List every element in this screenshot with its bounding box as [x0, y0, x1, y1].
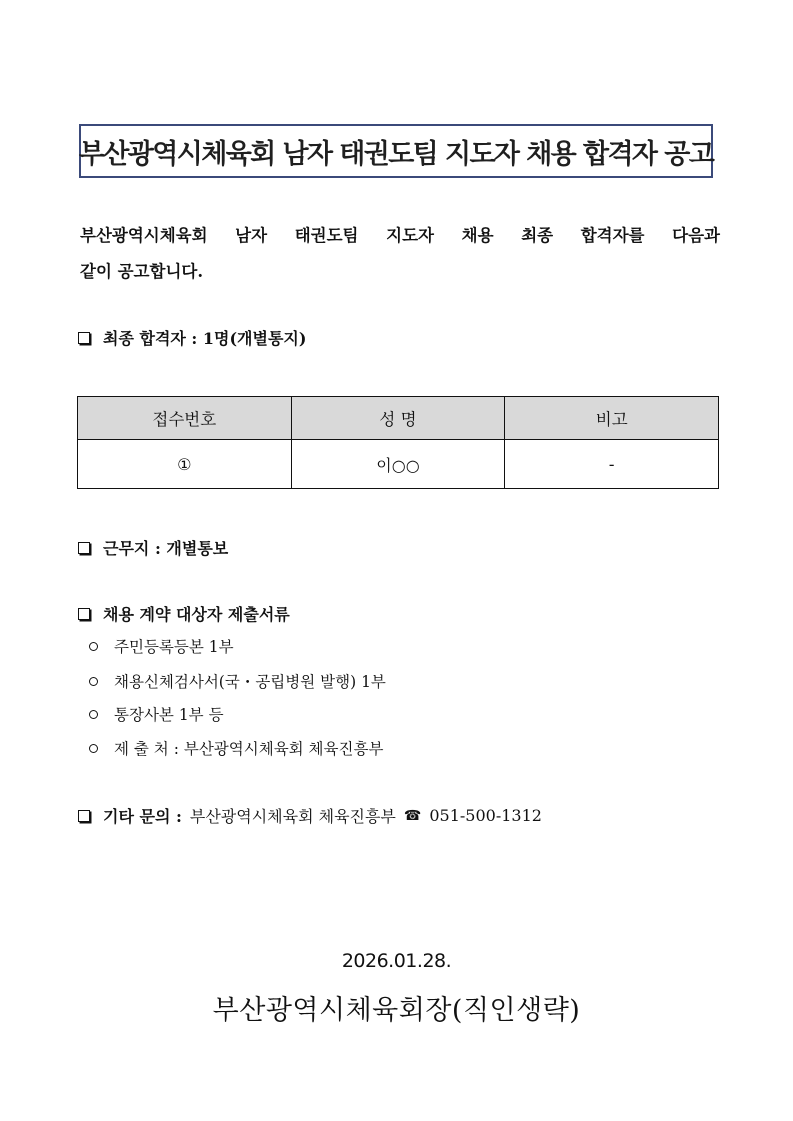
workplace-section: [78, 536, 228, 559]
table-header-note: 비고: [505, 397, 719, 440]
list-item: [89, 670, 386, 692]
workplace-label: 근무지 : 개별통보: [103, 539, 229, 558]
documents-label: 채용 계약 대상자 제출서류: [103, 605, 290, 624]
table-header-name: 성 명: [291, 397, 505, 440]
signer: 부산광역시체육회장(직인생략): [212, 995, 581, 1026]
circle-bullet-icon: [89, 744, 98, 753]
table-cell-note: -: [505, 440, 719, 489]
inquiry-label: 기타 문의 :: [103, 807, 182, 826]
list-item-text: 제 출 처 : 부산광역시체육회 체육진흥부: [114, 740, 384, 758]
documents-section: [78, 602, 290, 625]
table-header-receipt-number: 접수번호: [78, 397, 292, 440]
checkbox-bullet-icon: [78, 332, 90, 344]
intro-line-1: 부산광역시체육회 남자 태권도팀 지도자 채용 최종 합격자를 다음과: [80, 226, 720, 245]
table-header-row: [78, 397, 719, 440]
circle-bullet-icon: [89, 642, 98, 651]
table-cell-receipt-number: ①: [78, 440, 292, 489]
list-item: [89, 737, 383, 759]
list-item: [89, 703, 224, 725]
inquiry-department: 부산광역시체육회 체육진흥부: [189, 807, 396, 826]
table-cell-name: 이○○: [291, 440, 505, 489]
list-item-text: 통장사본 1부 등: [114, 706, 224, 724]
list-item-text: 채용신체검사서(국・공립병원 발행) 1부: [114, 673, 386, 691]
final-pass-label: 최종 합격자 : 1명(개별통지): [103, 329, 307, 348]
inquiry-phone: 051-500-1312: [429, 806, 542, 825]
list-item: [89, 635, 234, 657]
table-row: [78, 440, 719, 489]
page-title: 부산광역시체육회 남자 태권도팀 지도자 채용 합격자 공고: [78, 138, 714, 170]
title-box: [79, 124, 713, 178]
announcement-date: 2026.01.28.: [341, 950, 452, 972]
checkbox-bullet-icon: [78, 542, 90, 554]
checkbox-bullet-icon: [78, 810, 90, 822]
inquiry-section: [78, 804, 542, 827]
list-item-text: 주민등록등본 1부: [114, 638, 234, 656]
final-pass-section: [78, 326, 306, 349]
circle-bullet-icon: [89, 677, 98, 686]
result-table: [77, 396, 719, 489]
checkbox-bullet-icon: [78, 608, 90, 620]
intro-line-2: 같이 공고합니다.: [80, 262, 204, 281]
phone-icon: ☎: [403, 807, 422, 824]
circle-bullet-icon: [89, 710, 98, 719]
